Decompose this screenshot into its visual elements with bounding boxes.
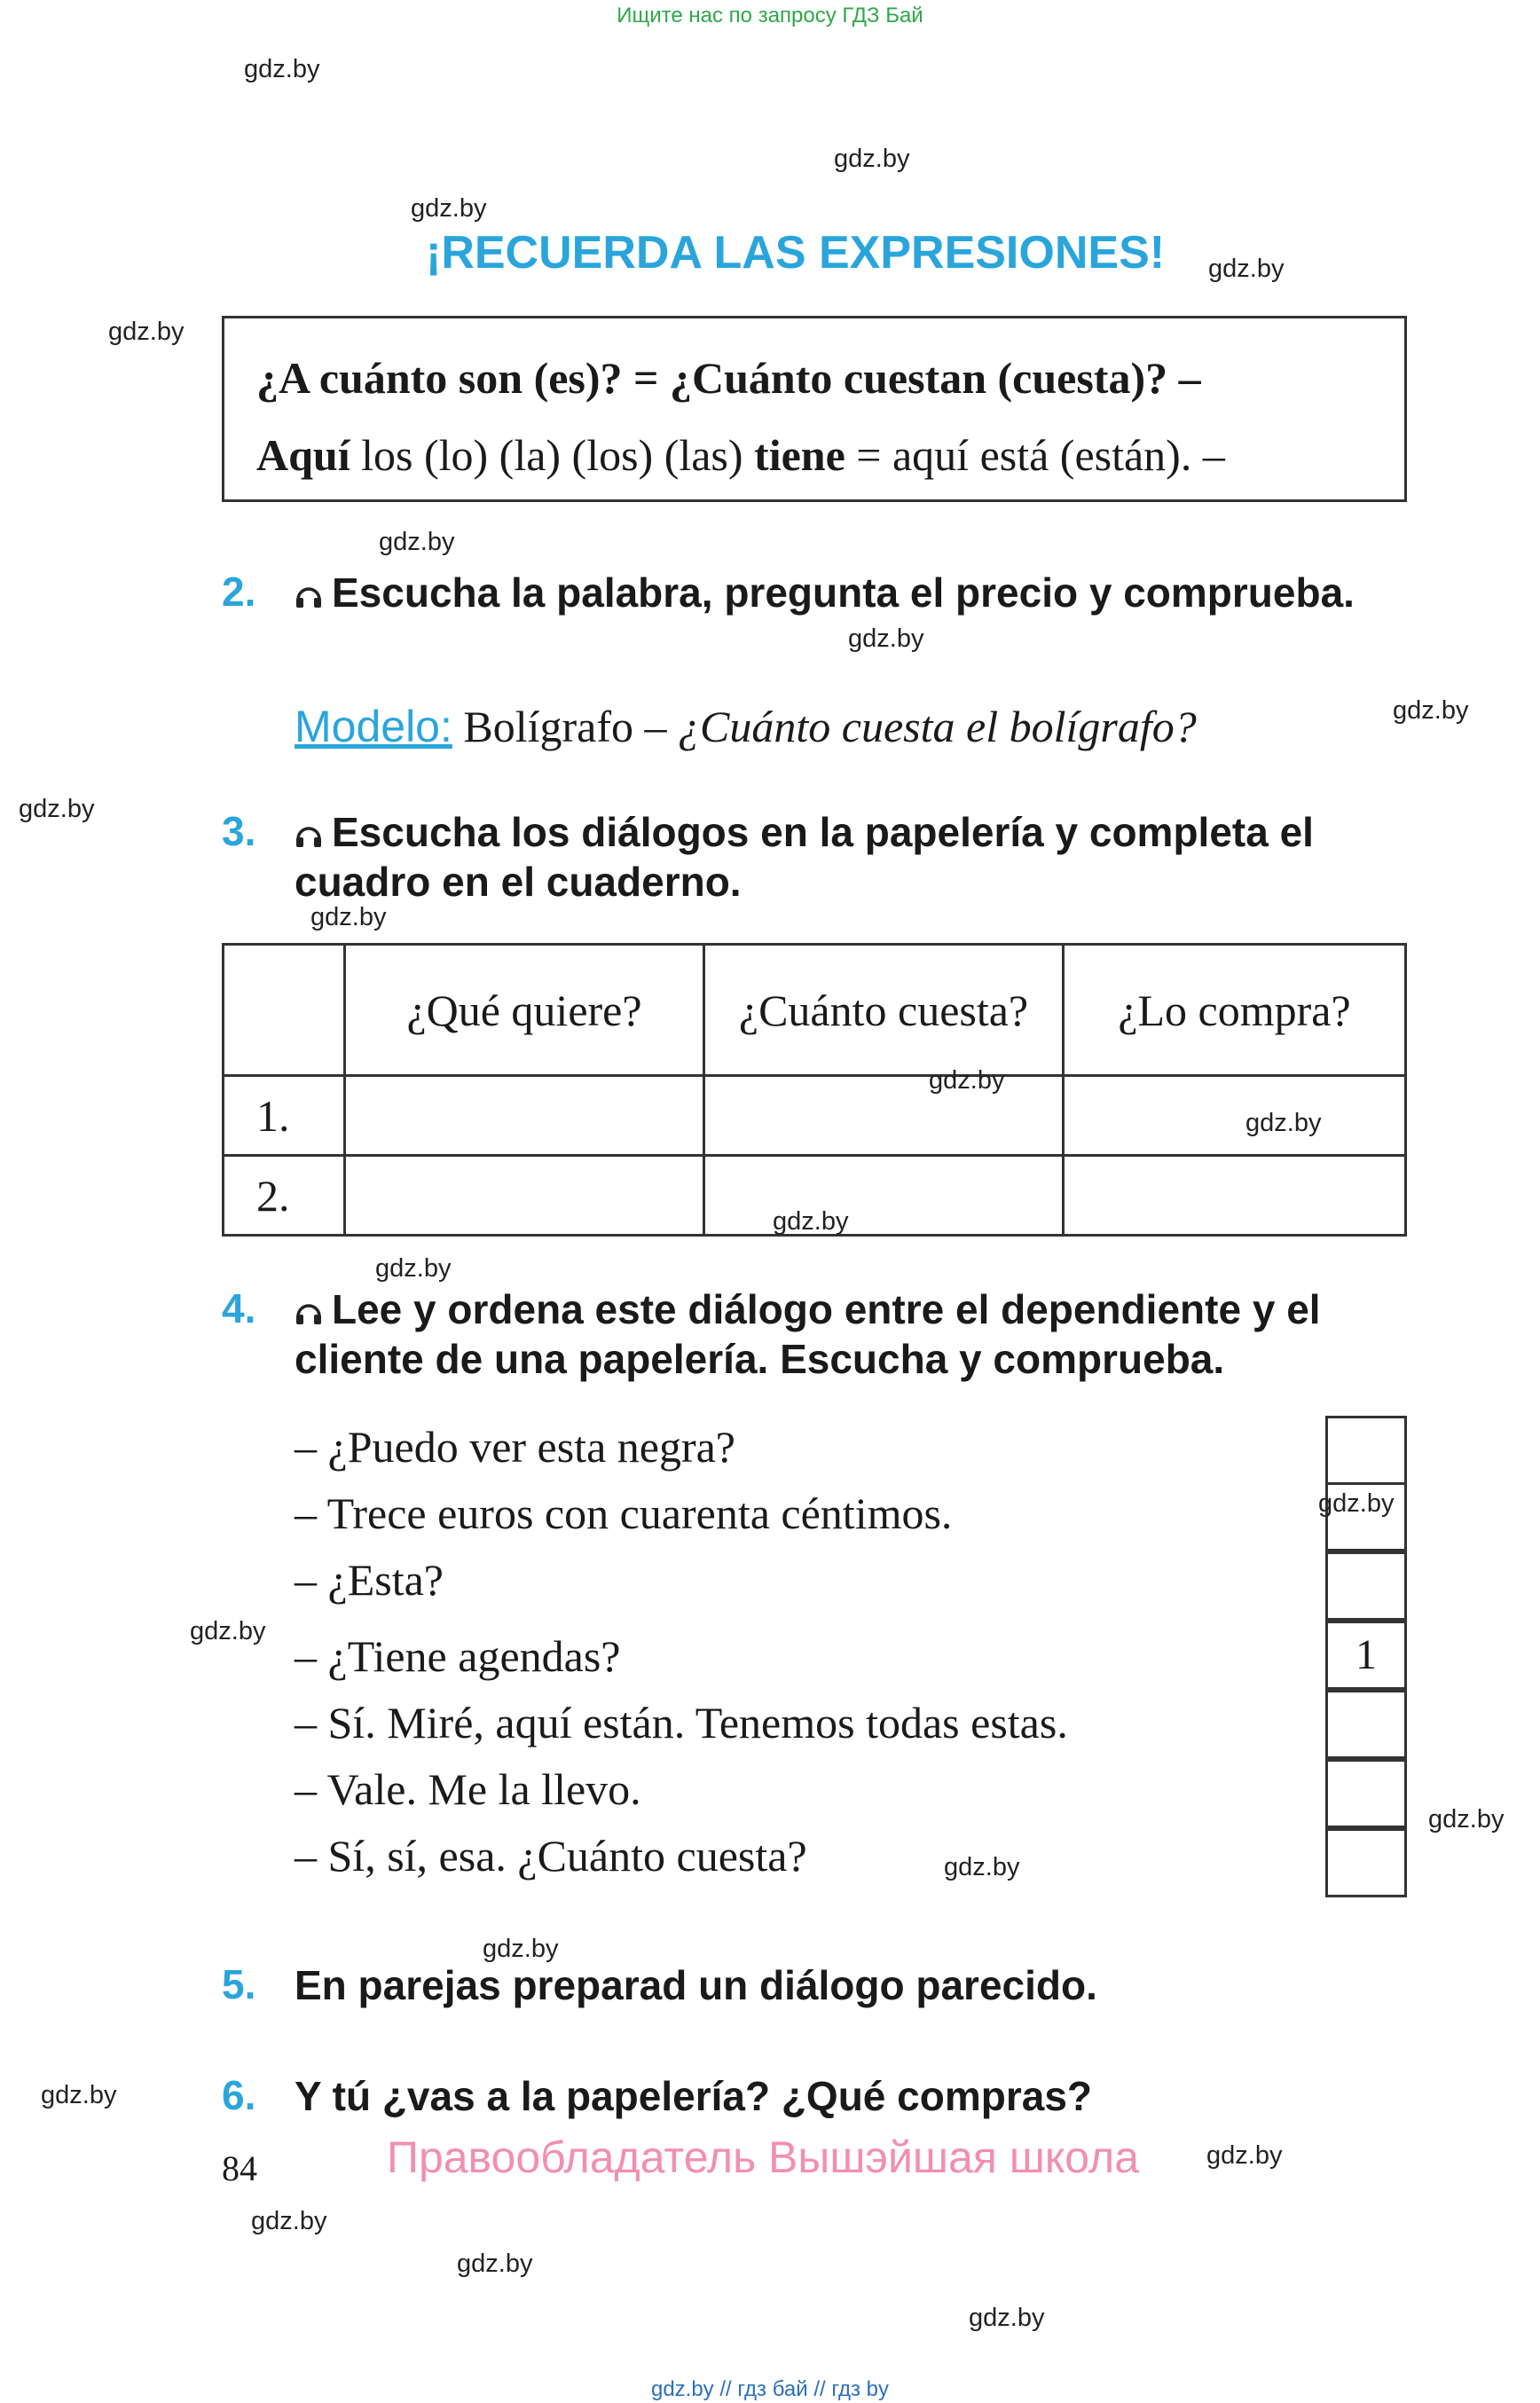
watermark-link[interactable]: gdz.by [1206, 2141, 1283, 2170]
exercise-2-instruction [295, 568, 1409, 617]
page-number: 84 [222, 2148, 257, 2188]
headphones-icon[interactable] [295, 809, 323, 834]
answer-table [222, 943, 1407, 1237]
table-header-lo-compra: ¿Lo compra? [1064, 945, 1406, 1076]
table-header-que-quiere: ¿Qué quiere? [345, 945, 704, 1076]
exercise-3-text: Escucha los diálogos en la papelería y completa el cuadro en el cuaderno. [295, 809, 1314, 905]
dialogue-line: – Sí, sí, esa. ¿Cuánto cuesta? [295, 1831, 807, 1881]
dialogue-line: – ¿Tiene agendas? [295, 1631, 621, 1681]
exercise-5-text: En parejas preparad un diálogo parecido. [295, 1962, 1097, 2008]
watermark-link[interactable]: gdz.by [1245, 1109, 1322, 1137]
watermark-link[interactable]: gdz.by [190, 1617, 266, 1645]
watermark-link[interactable]: gdz.by [251, 2207, 327, 2235]
watermark-link[interactable]: gdz.by [411, 194, 487, 223]
watermark-link[interactable]: gdz.by [773, 1207, 849, 1236]
table-cell [704, 1076, 1064, 1156]
model-example [295, 701, 1197, 752]
watermark-link[interactable]: gdz.by [379, 528, 455, 556]
exercise-5-number: 5. [222, 1961, 256, 2007]
expression-line-1: ¿A cuánto son (es)? = ¿Cuánto cuestan (cuesta)? – [256, 353, 1201, 403]
order-box[interactable] [1325, 1416, 1407, 1485]
watermark-link[interactable]: gdz.by [483, 1935, 559, 1963]
order-box[interactable] [1325, 1759, 1407, 1828]
watermark-link[interactable]: gdz.by [244, 55, 320, 83]
watermark-link[interactable]: gdz.by [41, 2081, 117, 2109]
table-cell [704, 1156, 1064, 1236]
order-box[interactable]: 1 [1325, 1621, 1407, 1690]
watermark-link[interactable]: gdz.by [19, 795, 95, 823]
model-word: Bolígrafo – [452, 702, 679, 751]
order-box[interactable] [1325, 1551, 1407, 1621]
watermark-link[interactable]: gdz.by [848, 624, 924, 653]
top-banner[interactable]: Ищите нас по запросу ГДЗ Бай [617, 4, 923, 27]
expression-equivalent: = aquí está (están). – [845, 430, 1225, 480]
expression-line-2 [256, 429, 1225, 481]
watermark-link[interactable]: gdz.by [1318, 1489, 1395, 1518]
rights-holder: Правообладатель Вышэйшая школа [387, 2132, 1139, 2182]
order-box[interactable] [1325, 1690, 1407, 1759]
watermark-link[interactable]: gdz.by [457, 2250, 533, 2278]
watermark-link[interactable]: gdz.by [310, 903, 387, 931]
table-header-row [224, 945, 1406, 1076]
table-cell [1064, 1076, 1406, 1156]
watermark-link[interactable]: gdz.by [108, 318, 185, 346]
watermark-link[interactable]: gdz.by [969, 2304, 1045, 2332]
exercise-4-number: 4. [222, 1285, 256, 1331]
watermark-link[interactable]: gdz.by [1393, 696, 1469, 725]
dialogue-line: – Vale. Me la llevo. [295, 1764, 641, 1814]
table-cell [1064, 1156, 1406, 1236]
watermark-link[interactable]: gdz.by [1208, 255, 1285, 283]
table-cell [345, 1076, 704, 1156]
footer-links[interactable]: gdz.by // гдз бай // гдз by [650, 2377, 890, 2401]
dialogue-line: – ¿Puedo ver esta negra? [295, 1422, 735, 1472]
watermark-link[interactable]: gdz.by [375, 1254, 452, 1283]
exercise-4-instruction [295, 1284, 1409, 1384]
headphones-icon[interactable] [295, 569, 323, 594]
exercise-4-text: Lee y ordena este diálogo entre el dependiente y el cliente de una papelería. Escucha y comprueba. [295, 1286, 1321, 1382]
section-heading: ¡RECUERDA LAS EXPRESIONES! [426, 227, 1166, 279]
table-row-number: 2. [224, 1156, 345, 1236]
headphones-icon[interactable] [295, 1286, 323, 1311]
dialogue-line: – Trece euros con cuarenta céntimos. [295, 1488, 953, 1538]
exercise-2-number: 2. [222, 569, 256, 615]
table-cell [345, 1156, 704, 1236]
table-row-number: 1. [224, 1076, 345, 1156]
table-header-cuanto-cuesta: ¿Cuánto cuesta? [704, 945, 1064, 1076]
table-row [224, 1076, 1406, 1156]
expressions-box [222, 316, 1407, 502]
watermark-link[interactable]: gdz.by [1428, 1805, 1505, 1834]
order-box[interactable] [1325, 1828, 1407, 1897]
exercise-6-number: 6. [222, 2072, 256, 2118]
model-question: ¿Cuánto cuesta el bolígrafo? [678, 702, 1197, 751]
model-label: Modelo: [295, 702, 452, 751]
dialogue-line: – Sí. Miré, aquí están. Tenemos todas estas. [295, 1698, 1068, 1747]
exercise-3-number: 3. [222, 808, 256, 854]
dialogue-line: – ¿Esta? [295, 1555, 444, 1605]
watermark-link[interactable]: gdz.by [929, 1066, 1005, 1095]
table-corner-cell [224, 945, 345, 1076]
expression-word-tiene: tiene [754, 430, 845, 480]
exercise-3-instruction [295, 807, 1409, 907]
expression-pronouns: los (lo) (la) (los) (las) [350, 430, 755, 480]
watermark-link[interactable]: gdz.by [944, 1853, 1020, 1881]
exercise-6-text: Y tú ¿vas a la papelería? ¿Qué compras? [295, 2073, 1093, 2119]
watermark-link[interactable]: gdz.by [834, 145, 910, 173]
expression-word-aqui: Aquí [256, 430, 350, 480]
exercise-2-text: Escucha la palabra, pregunta el precio y comprueba. [332, 569, 1355, 616]
